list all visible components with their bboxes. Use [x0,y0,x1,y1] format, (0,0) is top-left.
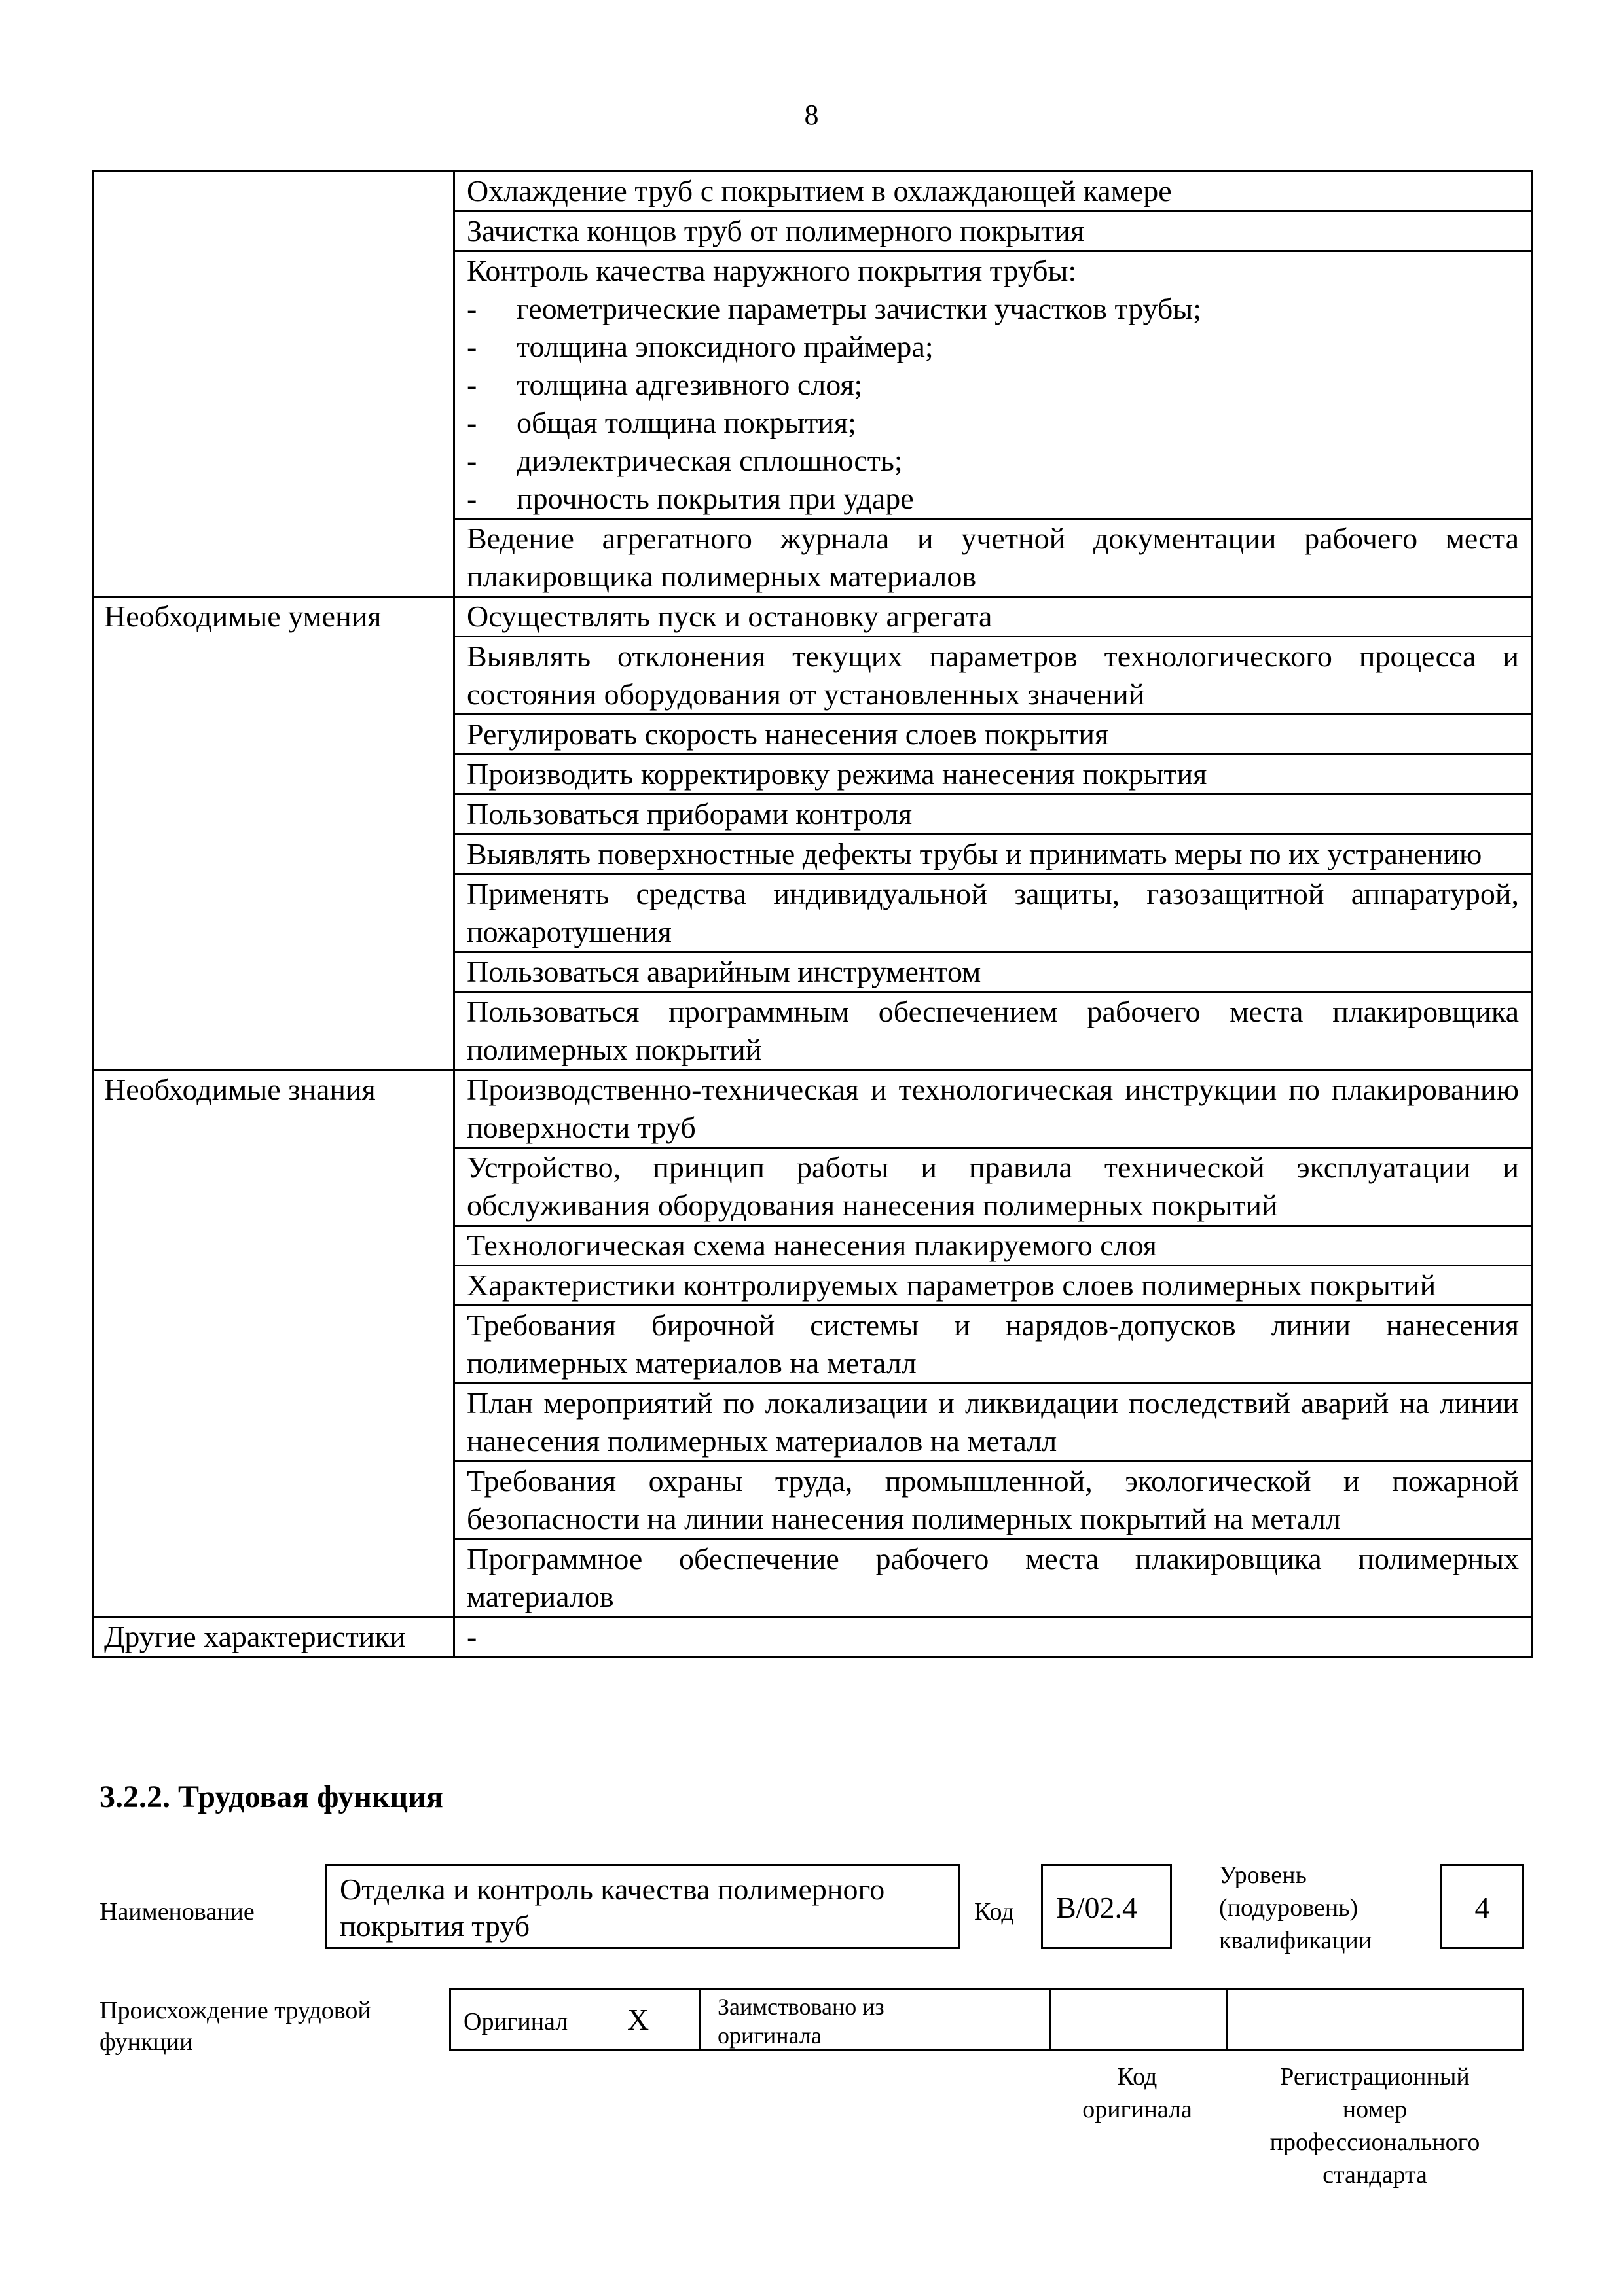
list-item: - общая толщина покрытия; [467,404,1519,442]
caption-line: номер [1342,2096,1408,2123]
table-cell: Охлаждение труб с покрытием в охлаждающей камере [454,171,1532,211]
table-cell: Производственно-техническая и технологическая инструкции по плакированию поверхности труб [454,1070,1532,1148]
list-item: - геометрические параметры зачистки участков трубы; [467,290,1519,328]
other-label: Другие характеристики [93,1617,454,1657]
divider [1226,1988,1228,2051]
page-number: 8 [804,99,819,131]
table-cell: План мероприятий по локализации и ликвидации последствий аварий на линии нанесения полимерных материалов на металл [454,1384,1532,1462]
caption-line: Код [1117,2063,1158,2090]
table-cell: Технологическая схема нанесения плакируемого слоя [454,1226,1532,1266]
caption-line: стандарта [1322,2161,1427,2189]
registration-number-caption [1226,2060,1524,2191]
table-cell: Регулировать скорость нанесения слоев покрытия [454,715,1532,755]
borrowed-label [718,1992,884,2050]
knowledge-label: Необходимые знания [93,1070,454,1617]
origin-table [449,1988,1524,2051]
labor-actions-table [92,170,1533,1658]
code-label: Код [974,1898,1014,1926]
list-item: - толщина эпоксидного праймера; [467,328,1519,366]
table-row [93,171,1532,211]
borrowed-label-line: Заимствовано из [718,1994,884,2020]
function-name-box [325,1864,960,1949]
table-cell: Ведение агрегатного журнала и учетной документации рабочего места плакировщика полимерных материалов [454,519,1532,597]
table-cell: Пользоваться аварийным инструментом [454,952,1532,992]
table-cell: Выявлять отклонения текущих параметров технологического процесса и состояния оборудования от установленных значений [454,637,1532,715]
name-label: Наименование [100,1898,255,1926]
quality-control-list [467,290,1519,518]
table-cell: Применять средства индивидуальной защиты, газозащитной аппаратурой, пожаротушения [454,874,1532,952]
table-cell: Устройство, принцип работы и правила технической эксплуатации и обслуживания оборудования нанесения полимерных покрытий [454,1148,1532,1226]
caption-line: профессионального [1269,2128,1480,2156]
table-cell: Требования охраны труда, промышленной, экологической и пожарной безопасности на линии нанесения полимерных покрытий на металл [454,1462,1532,1539]
table-row [93,1070,1532,1148]
table-row [93,1617,1532,1657]
table-cell: Пользоваться программным обеспечением рабочего места плакировщика полимерных покрытий [454,992,1532,1070]
labor-actions-label-cell [93,171,454,597]
caption-line: Регистрационный [1280,2063,1470,2090]
function-name-value: Отделка и контроль качества полимерного покрытия труб [340,1873,885,1943]
table-cell: Выявлять поверхностные дефекты трубы и принимать меры по их устранению [454,834,1532,874]
level-box [1440,1864,1524,1949]
level-value: 4 [1474,1891,1490,1924]
list-item: - толщина адгезивного слоя; [467,366,1519,404]
table-cell: Пользоваться приборами контроля [454,795,1532,834]
table-cell: Зачистка концов труб от полимерного покрытия [454,211,1532,251]
divider [699,1988,701,2051]
origin-label-line: Происхождение трудовой [100,1997,371,2024]
origin-label [100,1995,371,2058]
original-mark: X [627,2003,649,2036]
table-row [93,597,1532,637]
list-item: - диэлектрическая сплошность; [467,442,1519,480]
quality-control-title: Контроль качества наружного покрытия трубы: [467,254,1077,287]
divider [1049,1988,1051,2051]
level-label [1219,1859,1372,1957]
level-label-line: (подуровень) [1219,1894,1359,1922]
list-item: - прочность покрытия при ударе [467,480,1519,518]
other-value: - [454,1617,1532,1657]
code-original-caption [1049,2060,1226,2126]
table-cell: Программное обеспечение рабочего места плакировщика полимерных материалов [454,1539,1532,1617]
code-box [1041,1864,1172,1949]
code-value: B/02.4 [1056,1891,1137,1924]
caption-line: оригинала [1082,2096,1192,2123]
table-cell: Характеристики контролируемых параметров слоев полимерных покрытий [454,1266,1532,1306]
level-label-line: Уровень [1219,1861,1307,1889]
table-cell: Производить корректировку режима нанесения покрытия [454,755,1532,795]
skills-label: Необходимые умения [93,597,454,1070]
table-cell: Осуществлять пуск и остановку агрегата [454,597,1532,637]
borrowed-label-line: оригинала [718,2022,822,2049]
quality-control-cell [454,251,1532,519]
original-label: Оригинал [464,2008,568,2036]
origin-label-line: функции [100,2028,193,2056]
section-heading: 3.2.2. Трудовая функция [100,1780,443,1814]
level-label-line: квалификации [1219,1927,1372,1954]
table-cell: Требования бирочной системы и нарядов-допусков линии нанесения полимерных материалов на металл [454,1306,1532,1384]
